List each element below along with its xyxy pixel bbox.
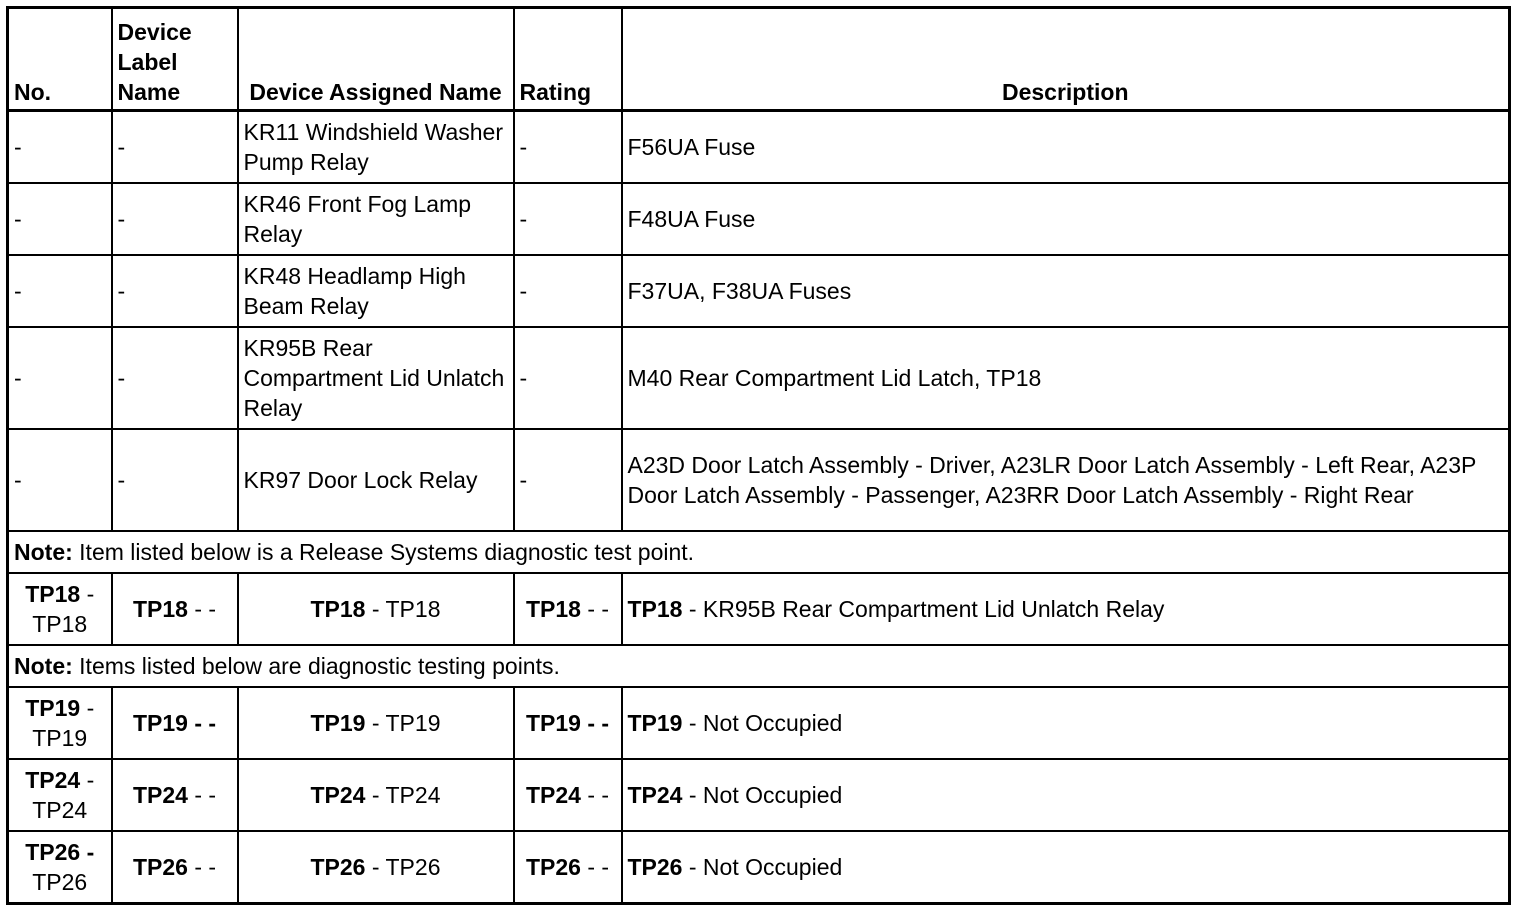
cell-description	[622, 831, 1510, 904]
table-row	[8, 183, 1510, 255]
cell-rating: -	[514, 111, 622, 184]
cell-label	[112, 831, 238, 904]
table-row	[8, 687, 1510, 759]
tp-suffix: - -	[580, 710, 610, 736]
cell-label: -	[112, 183, 238, 255]
tp-suffix: - TP19	[365, 710, 441, 736]
tp-id: TP24	[627, 782, 683, 808]
table-row	[8, 429, 1510, 531]
cell-description	[622, 759, 1510, 831]
header-device-label-name: Device Label Name	[112, 8, 238, 111]
tp-id: TP26	[25, 839, 81, 865]
cell-rating: -	[514, 255, 622, 327]
tp-suffix: - TP19	[32, 695, 95, 751]
tp-suffix: - Not Occupied	[682, 710, 843, 736]
note-text: Item listed below is a Release Systems diagnostic test point.	[72, 539, 695, 565]
cell-assigned	[238, 831, 514, 904]
tp-id: TP18	[627, 596, 683, 622]
cell-no: -	[8, 111, 112, 184]
tp-id: TP19	[25, 695, 81, 721]
table-row	[8, 759, 1510, 831]
tp-id: TP24	[310, 782, 366, 808]
tp-id: TP24	[132, 782, 188, 808]
cell-rating: -	[514, 429, 622, 531]
cell-description: M40 Rear Compartment Lid Latch, TP18	[622, 327, 1510, 429]
cell-label: -	[112, 429, 238, 531]
tp-suffix: - -	[580, 854, 610, 880]
cell-no: -	[8, 429, 112, 531]
tp-id: TP18	[25, 581, 81, 607]
tp-suffix: - Not Occupied	[682, 782, 843, 808]
cell-rating: -	[514, 327, 622, 429]
cell-description: F37UA, F38UA Fuses	[622, 255, 1510, 327]
cell-label	[112, 573, 238, 645]
tp-id: TP26	[132, 854, 188, 880]
cell-assigned: KR11 Windshield Washer Pump Relay	[238, 111, 514, 184]
tp-suffix: - -	[187, 854, 217, 880]
table-row	[8, 111, 1510, 184]
cell-rating: -	[514, 183, 622, 255]
tp-suffix: - -	[187, 782, 217, 808]
tp-id: TP26	[525, 854, 581, 880]
cell-assigned: KR46 Front Fog Lamp Relay	[238, 183, 514, 255]
cell-label	[112, 687, 238, 759]
cell-assigned: KR95B Rear Compartment Lid Unlatch Relay	[238, 327, 514, 429]
header-description: Description	[622, 8, 1510, 111]
note-row	[8, 645, 1510, 687]
cell-assigned	[238, 759, 514, 831]
tp-id: TP19	[310, 710, 366, 736]
cell-no	[8, 831, 112, 904]
cell-assigned: KR97 Door Lock Relay	[238, 429, 514, 531]
tp-id: TP19	[132, 710, 188, 736]
cell-label: -	[112, 255, 238, 327]
note-row	[8, 531, 1510, 573]
cell-rating	[514, 687, 622, 759]
tp-suffix: - -	[580, 596, 610, 622]
tp-id: TP18	[132, 596, 188, 622]
cell-label	[112, 759, 238, 831]
cell-rating	[514, 759, 622, 831]
tp-id: TP19	[627, 710, 683, 736]
tp-suffix: - TP24	[32, 767, 95, 823]
table-row	[8, 831, 1510, 904]
table-row	[8, 255, 1510, 327]
cell-description: F48UA Fuse	[622, 183, 1510, 255]
tp-id: TP24	[25, 767, 81, 793]
header-rating: Rating	[514, 8, 622, 111]
tp-id: TP18	[310, 596, 366, 622]
cell-rating	[514, 573, 622, 645]
tp-suffix: - KR95B Rear Compartment Lid Unlatch Relay	[682, 596, 1165, 622]
cell-no	[8, 573, 112, 645]
cell-no	[8, 687, 112, 759]
cell-description	[622, 573, 1510, 645]
tp-suffix: - -	[580, 782, 610, 808]
note-label: Note:	[14, 539, 73, 565]
fuse-relay-table-wrapper	[6, 6, 1508, 905]
note-text: Items listed below are diagnostic testing points.	[72, 653, 560, 679]
header-device-assigned-name: Device Assigned Name	[238, 8, 514, 111]
cell-no: -	[8, 255, 112, 327]
cell-no: -	[8, 183, 112, 255]
note-cell	[8, 531, 1510, 573]
cell-label: -	[112, 327, 238, 429]
tp-suffix: - TP26	[365, 854, 441, 880]
tp-suffix: - Not Occupied	[682, 854, 843, 880]
cell-assigned: KR48 Headlamp High Beam Relay	[238, 255, 514, 327]
tp-suffix: - TP18	[365, 596, 441, 622]
note-label: Note:	[14, 653, 73, 679]
table-row	[8, 327, 1510, 429]
tp-id: TP18	[525, 596, 581, 622]
tp-id: TP19	[525, 710, 581, 736]
header-no: No.	[8, 8, 112, 111]
table-row	[8, 573, 1510, 645]
cell-assigned	[238, 687, 514, 759]
cell-description: F56UA Fuse	[622, 111, 1510, 184]
cell-description	[622, 687, 1510, 759]
cell-label: -	[112, 111, 238, 184]
tp-suffix: TP26	[32, 869, 88, 895]
note-cell	[8, 645, 1510, 687]
tp-suffix: - -	[187, 596, 217, 622]
tp-suffix-dash: -	[80, 839, 95, 865]
cell-description: A23D Door Latch Assembly - Driver, A23LR Door Latch Assembly - Left Rear, A23P Door Latch Assembly - Passenger, A23RR Door Latch Assembly - Right Rear	[622, 429, 1510, 531]
cell-assigned	[238, 573, 514, 645]
tp-suffix: - TP18	[32, 581, 95, 637]
tp-suffix: - -	[187, 710, 217, 736]
tp-id: TP26	[310, 854, 366, 880]
table-header-row	[8, 8, 1510, 111]
cell-no	[8, 759, 112, 831]
cell-no: -	[8, 327, 112, 429]
cell-rating	[514, 831, 622, 904]
tp-id: TP24	[525, 782, 581, 808]
tp-suffix: - TP24	[365, 782, 441, 808]
tp-id: TP26	[627, 854, 683, 880]
fuse-relay-table	[6, 6, 1511, 905]
